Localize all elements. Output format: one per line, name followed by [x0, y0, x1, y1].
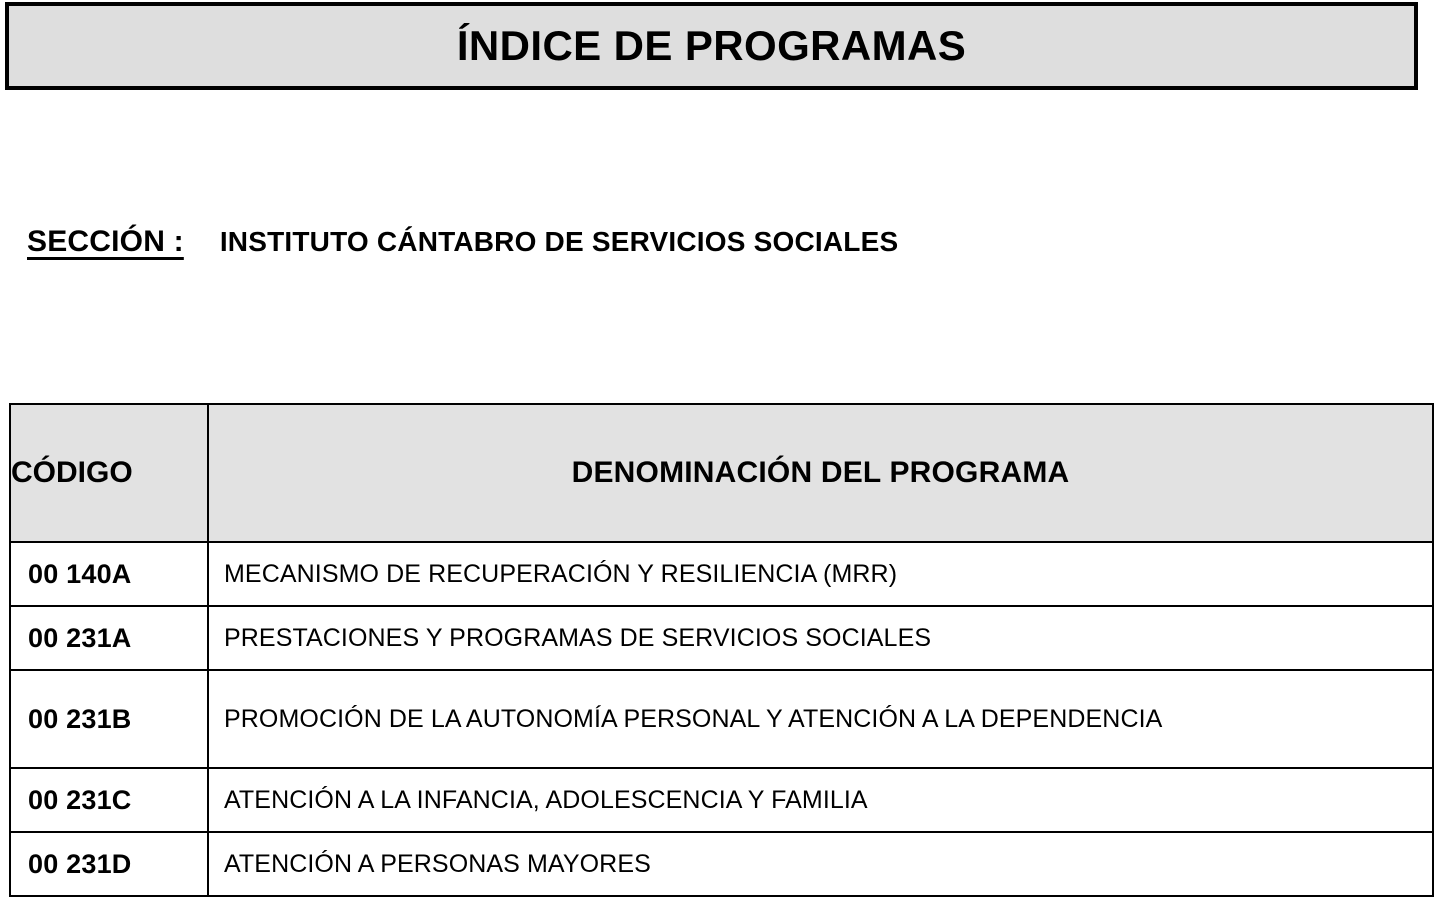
table-header-row [10, 404, 1433, 542]
cell-program-name: PRESTACIONES Y PROGRAMAS DE SERVICIOS SOCIALES [208, 606, 1433, 670]
cell-program-name: PROMOCIÓN DE LA AUTONOMÍA PERSONAL Y ATENCIÓN A LA DEPENDENCIA [208, 670, 1433, 768]
cell-program-code: 00 231A [10, 606, 208, 670]
table-body [10, 542, 1433, 896]
cell-program-code: 00 231C [10, 768, 208, 832]
cell-program-name: ATENCIÓN A LA INFANCIA, ADOLESCENCIA Y FAMILIA [208, 768, 1433, 832]
section-label: SECCIÓN : [27, 225, 184, 258]
page-title: ÍNDICE DE PROGRAMAS [456, 22, 967, 69]
cell-program-code: 00 231D [10, 832, 208, 896]
cell-program-name: MECANISMO DE RECUPERACIÓN Y RESILIENCIA (MRR) [208, 542, 1433, 606]
table-row [10, 768, 1433, 832]
document-title-banner [5, 2, 1418, 90]
table-row [10, 606, 1433, 670]
cell-program-code: 00 231B [10, 670, 208, 768]
table-row [10, 832, 1433, 896]
table-row [10, 670, 1433, 768]
table-header [10, 404, 1433, 542]
column-header-code: CÓDIGO [10, 404, 208, 542]
section-value: INSTITUTO CÁNTABRO DE SERVICIOS SOCIALES [219, 226, 899, 257]
cell-program-name: ATENCIÓN A PERSONAS MAYORES [208, 832, 1433, 896]
program-index-table [9, 403, 1434, 897]
section-line [27, 225, 898, 259]
column-header-name: DENOMINACIÓN DEL PROGRAMA [208, 404, 1433, 542]
cell-program-code: 00 140A [10, 542, 208, 606]
table-row [10, 542, 1433, 606]
